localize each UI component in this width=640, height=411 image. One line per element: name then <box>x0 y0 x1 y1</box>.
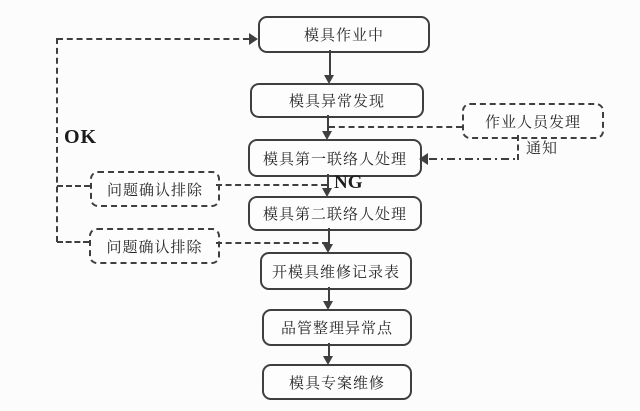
arrow-abnormal-to-contact1-line <box>327 115 329 131</box>
operator-drop-line <box>517 135 519 160</box>
resolved1-left-branch-line <box>57 185 90 187</box>
arrow-ng-contact1-to-contact2-head <box>322 188 332 197</box>
arrow-operation-to-abnormal-line <box>329 50 331 75</box>
node-mold-abnormality-found: 模具异常发现 <box>250 83 424 118</box>
arrow-record-to-qc-line <box>328 287 330 301</box>
node-mold-special-repair: 模具专案维修 <box>262 364 412 400</box>
arrow-contact2-to-record-line <box>328 228 330 245</box>
resolved2-left-branch-line <box>57 241 89 243</box>
arrow-qc-to-repair-head <box>323 356 333 365</box>
arrow-operation-to-abnormal-head <box>324 75 334 84</box>
node-issue-confirmed-resolved-1: 问题确认排除 <box>90 171 220 207</box>
label-ng: NG <box>334 172 363 193</box>
label-ok: OK <box>64 126 98 148</box>
node-issue-confirmed-resolved-2: 问题确认排除 <box>89 228 220 264</box>
label-notify: 通知 <box>526 140 559 157</box>
notify-arrow-head <box>419 153 428 165</box>
arrow-contact2-to-record-head <box>323 244 333 253</box>
node-first-contact-handling: 模具第一联络人处理 <box>248 139 422 177</box>
arrow-ng-contact1-to-contact2-line <box>327 174 329 188</box>
ok-return-vertical-line <box>56 38 58 242</box>
ok-return-top-line <box>57 38 249 40</box>
arrow-abnormal-to-contact1-head <box>322 131 332 140</box>
arrow-qc-to-repair-line <box>328 343 330 356</box>
ok-return-arrow-head <box>249 33 258 45</box>
node-mold-in-operation: 模具作业中 <box>258 16 430 53</box>
abnormal-to-operator-line <box>329 126 462 128</box>
node-second-contact-handling: 模具第二联络人处理 <box>248 196 422 231</box>
node-operator-handling: 作业人员发理 <box>462 103 604 139</box>
resolved2-right-branch-line <box>216 242 328 244</box>
node-open-mold-repair-record: 开模具维修记录表 <box>260 252 412 290</box>
node-qc-organize-abnormal-points: 品管整理异常点 <box>262 309 412 346</box>
arrow-record-to-qc-head <box>323 301 333 310</box>
notify-dashdot-line <box>429 158 518 160</box>
resolved1-right-branch-line <box>216 184 327 186</box>
